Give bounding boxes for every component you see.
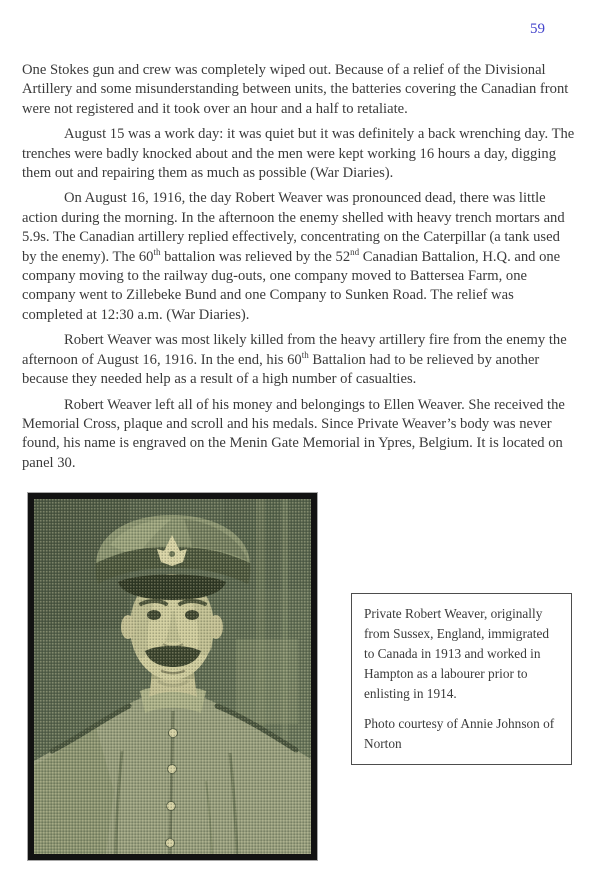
text-run: On August 16, 1916, the day Robert Weaver was pronounced dead, there was little action during the morning. In the afternoon the enemy shelled with heavy trench mortars and 5.9s. The Canadian artillery replied effectively, concentrating on the Caterpillar (a tank used by the enemy). The 60 [22, 190, 565, 265]
caption-text: Private Robert Weaver, originally from Sussex, England, immigrated to Canada in 1913 and worked in Hampton as a labourer prior to enlisting in 1914. [364, 606, 550, 701]
body-text [22, 61, 576, 479]
text-run: One Stokes gun and crew was completely wiped out. Because of a relief of the Divisional Artillery and some misunderstanding between units, the batteries covering the Canadian front were not registered and it took over an hour and a half to retaliate. [22, 62, 569, 117]
paragraph-august-16 [22, 189, 576, 325]
page-number: 59 [530, 21, 545, 37]
text-run: battalion was relieved by the 52 [160, 248, 351, 265]
text-run: Robert Weaver was most likely killed from the heavy artillery fire from the enemy the afternoon of August 16, 1916. In the end, his 60 [22, 332, 567, 368]
paragraph-likely-killed [22, 331, 576, 389]
paragraph-belongings [22, 396, 576, 474]
photo-caption-box [351, 593, 572, 765]
text-run: Robert Weaver left all of his money and belongings to Ellen Weaver. She received the Memorial Cross, plaque and scroll and his medals. Since Private Weaver’s body was never found, his name is engraved on the Menin Gate Memorial in Ypres, Belgium. It is located on panel 30. [22, 396, 565, 471]
text-run: August 15 was a work day: it was quiet but it was definitely a back wrenching day. The trenches were badly knocked about and the men were kept working 16 hours a day, digging them out and repairing them as much as possible (War Diaries). [22, 126, 575, 182]
text-run: Battalion had to be relieved by another because they needed help as a result of a high number of casualties. [22, 351, 540, 388]
paragraph-stokes-gun [22, 61, 576, 119]
soldier-portrait-photo [28, 493, 317, 860]
ordinal-superscript: nd [350, 246, 360, 257]
text-run: Canadian Battalion, H.Q. and one company moving to the railway dug-outs, one company moved to Battersea Farm, one company went to Zillebeke Bund and one Company to Sunken Road. The relief was completed at 12:30 a.m. (War Diaries). [22, 248, 561, 323]
paragraph-august-15 [22, 125, 576, 183]
soldier-portrait-illustration [34, 499, 311, 854]
ordinal-superscript: th [153, 246, 161, 257]
ordinal-superscript: th [301, 349, 309, 360]
caption-credit: Photo courtesy of Annie Johnson of Norton [364, 716, 555, 751]
